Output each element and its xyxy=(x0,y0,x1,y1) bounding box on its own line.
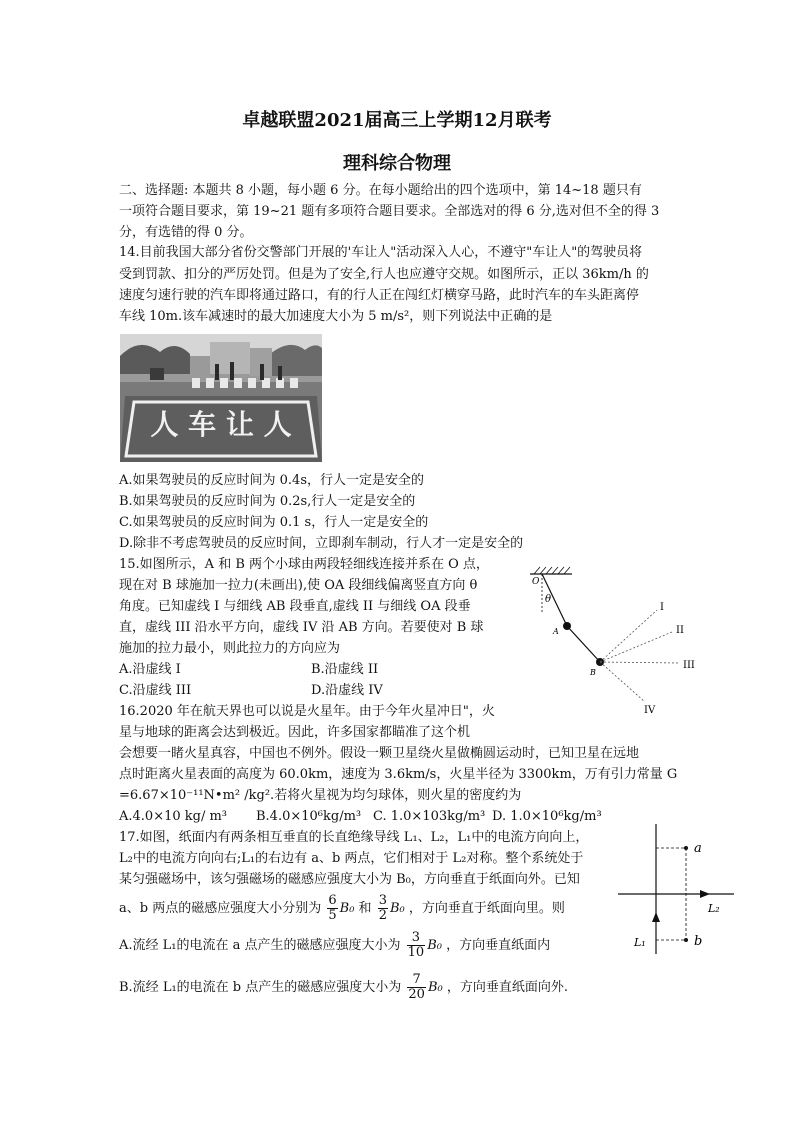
q15-line-3: 角度。已知虚线 I 与细线 AB 段垂直,虚线 II 与细线 OA 段垂 xyxy=(119,599,471,614)
q17-line-3: 某匀强磁场中，该匀强磁场的磁感应强度大小为 B₀，方向垂直于纸面向外。已知 xyxy=(119,872,580,887)
q15-option-d: D.沿虚线 IV xyxy=(311,683,383,698)
fraction-6-5: $\frac{6}{5}$ xyxy=(328,893,337,923)
q17-line4-post: ，方向垂直于纸面向里。则 xyxy=(408,901,565,916)
label-point-a: a xyxy=(694,841,702,856)
q14-line-3: 速度匀速行驶的汽车即将通过路口，有的行人正在闯红灯横穿马路，此时汽车的车头距离停 xyxy=(119,288,640,303)
wires-figure xyxy=(618,822,738,958)
page-title: 卓越联盟2021届高三上学期12月联考 xyxy=(242,110,552,131)
q14-option-b: B.如果驾驶员的反应时间为 0.2s,行人一定是安全的 xyxy=(119,494,416,509)
q14-line-1: 14.目前我国大部分省份交警部门开展的'车让人"活动深入人心，不遵守"车让人"的驾驶员将 xyxy=(119,245,643,260)
q17-option-a: A.流经 L₁的电流在 a 点产生的磁感应强度大小为 $\frac{3}{10}$ B₀ ，方向垂直纸面内 xyxy=(119,930,551,960)
q17-line-1: 17.如图，纸面内有两条相互垂直的长直绝缘导线 L₁、L₂，L₁中的电流方向向上， xyxy=(119,830,589,845)
q14-option-a: A.如果驾驶员的反应时间为 0.4s，行人一定是安全的 xyxy=(119,473,424,488)
label-o: O xyxy=(532,577,540,587)
fraction-3-2: $\frac{3}{2}$ xyxy=(378,893,387,923)
q15-line-1: 15.如图所示，A 和 B 两个小球由两段轻细线连接并系在 O 点， xyxy=(119,557,489,572)
q16-line-3: 会想要一睹火星真容，中国也不例外。假设一颗卫星绕火星做椭圆运动时，已知卫星在远地 xyxy=(119,746,640,761)
q15-line-4: 直，虚线 III 沿水平方向，虚线 IV 沿 AB 方向。若要使对 B 球 xyxy=(119,620,484,635)
q16-line-4: 点时距离火星表面的高度为 60.0km，速度为 3.6km/s，火星半径为 3300km，万有引力常量 G xyxy=(119,767,678,782)
q17-line4-pre: a、b 两点的磁感应强度大小分别为 xyxy=(119,901,322,916)
q16-line-1: 16.2020 年在航天界也可以说是火星年。由于今年火星冲日"，火 xyxy=(119,704,495,719)
fraction-3-10: $\frac{3}{10}$ xyxy=(407,930,425,960)
q16-option-b: B.4.0×10⁶kg/m³ xyxy=(256,809,362,824)
ball-a xyxy=(563,622,571,630)
q16-line-2: 星与地球的距离会达到极近。因此，许多国家都瞄准了这个机 xyxy=(119,725,471,740)
label-b: B xyxy=(590,668,596,677)
label-theta: θ xyxy=(545,594,552,605)
q14-line-4: 车线 10m.该车减速时的最大加速度大小为 5 m/s²，则下列说法中正确的是 xyxy=(119,309,553,324)
q14-option-d: D.除非不考虑驾驶员的反应时间，立即刹车制动，行人才一定是安全的 xyxy=(119,536,524,551)
q16-option-c: C. 1.0×103kg/m³ xyxy=(373,809,486,824)
section-line-2: 一项符合题目要求，第 19~21 题有多项符合题目要求。全部选对的得 6 分,选对但不全的得 3 xyxy=(119,204,660,219)
label-point-b: b xyxy=(694,934,703,949)
q17-line-4: a、b 两点的磁感应强度大小分别为 $\frac{6}{5}$ B₀ 和 $\frac{3}{2}$ B₀ ，方向垂直于纸面向里。则 xyxy=(119,893,565,923)
label-l2: L₂ xyxy=(708,902,720,915)
q15-line-5: 施加的拉力最小，则此拉力的方向应为 xyxy=(119,641,341,656)
section-line-1: 二、选择题: 本题共 8 小题，每小题 6 分。在每小题给出的四个选项中，第 14~18 题只有 xyxy=(119,183,642,198)
label-l1: L₁ xyxy=(634,936,646,949)
label-a: A xyxy=(553,627,559,636)
photo-road-text: 人 车 让 人 xyxy=(150,408,292,441)
q16-option-d: D. 1.0×10⁶kg/m³ xyxy=(492,809,602,824)
label-line-i: I xyxy=(660,602,664,613)
q15-option-c: C.沿虚线 III xyxy=(119,683,192,698)
q17-line-2: L₂中的电流方向向右;L₁的右边有 a、b 两点，它们相对于 L₂对称。整个系统处于 xyxy=(119,851,584,866)
crosswalk-photo xyxy=(120,334,322,462)
q16-option-a: A.4.0×10 kg/ m³ xyxy=(119,809,228,824)
q15-line-2: 现在对 B 球施加一拉力(未画出),使 OA 段细线偏离竖直方向 θ xyxy=(119,578,478,593)
pendulum-figure xyxy=(520,562,710,722)
page-subtitle: 理科综合物理 xyxy=(343,153,451,174)
q15-option-a: A.沿虚线 I xyxy=(119,662,181,677)
q14-line-2: 受到罚款、扣分的严厉处罚。但是为了安全,行人也应遵守交规。如图所示，正以 36km/h 的 xyxy=(119,267,649,282)
q17-option-b: B.流经 L₁的电流在 b 点产生的磁感应强度大小为 $\frac{7}{20}$ B₀ ，方向垂直纸面向外. xyxy=(119,972,568,1002)
q15-option-b: B.沿虚线 II xyxy=(311,662,379,677)
section-line-3: 分，有选错的得 0 分。 xyxy=(119,225,253,240)
label-line-iii: III xyxy=(683,660,695,671)
label-line-ii: II xyxy=(676,625,684,636)
label-line-iv: IV xyxy=(644,705,656,716)
q16-line-5: =6.67×10⁻¹¹N•m² /kg².若将火星视为均匀球体，则火星的密度约为 xyxy=(119,788,522,803)
q14-option-c: C.如果驾驶员的反应时间为 0.1 s，行人一定是安全的 xyxy=(119,515,429,530)
fraction-7-20: $\frac{7}{20}$ xyxy=(408,972,425,1002)
